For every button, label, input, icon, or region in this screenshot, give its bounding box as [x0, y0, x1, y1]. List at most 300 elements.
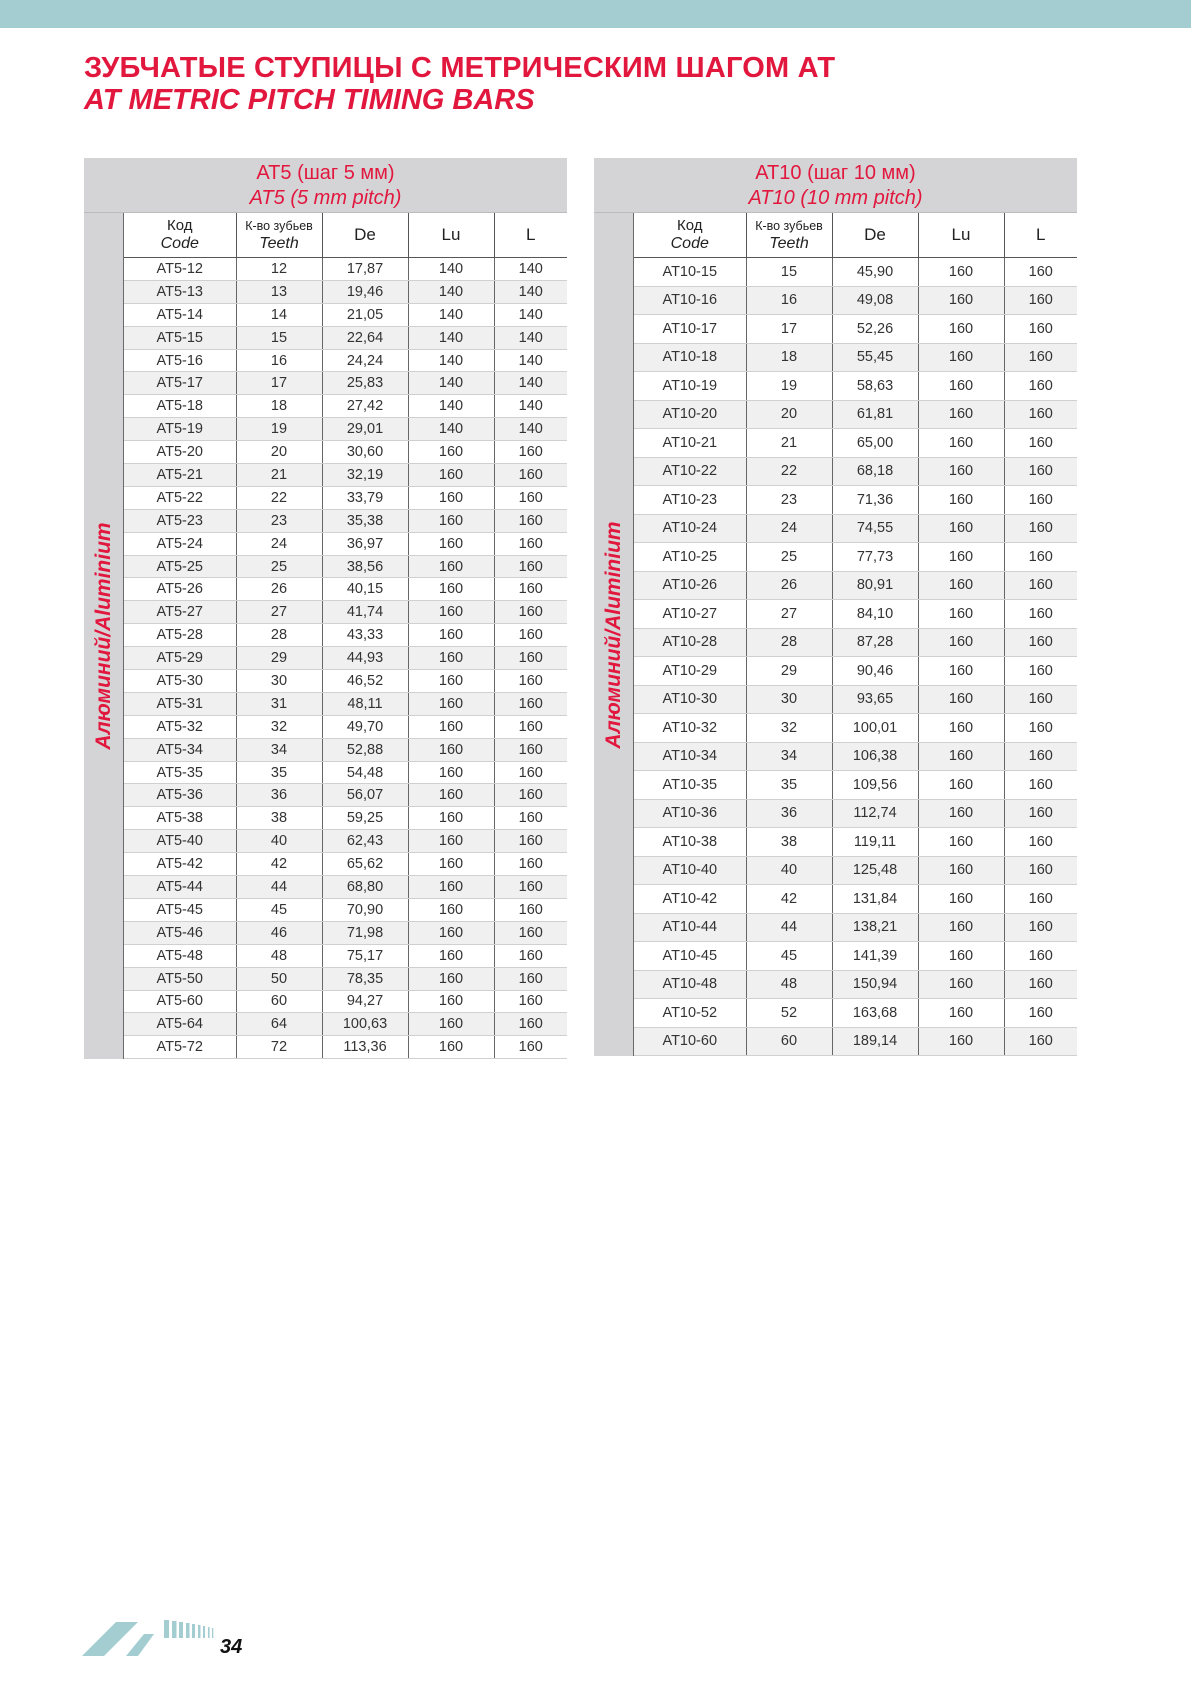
- cell-lu: 160: [918, 343, 1004, 372]
- at5-material-label: Алюминий/Aluminium: [91, 522, 115, 750]
- table-row: [634, 486, 1077, 515]
- cell-teeth: 26: [746, 571, 832, 600]
- cell-code: AT5-26: [124, 578, 236, 601]
- cell-lu: 160: [408, 692, 494, 715]
- cell-l: 160: [1004, 372, 1077, 401]
- cell-code: AT5-42: [124, 853, 236, 876]
- table-row: [634, 429, 1077, 458]
- cell-de: 61,81: [832, 400, 918, 429]
- cell-de: 62,43: [322, 830, 408, 853]
- cell-lu: 160: [918, 315, 1004, 344]
- cell-lu: 160: [408, 830, 494, 853]
- table-row: [634, 999, 1077, 1028]
- cell-teeth: 29: [746, 657, 832, 686]
- cell-l: 160: [494, 509, 567, 532]
- cell-lu: 160: [408, 921, 494, 944]
- cell-teeth: 60: [746, 1027, 832, 1056]
- cell-lu: 160: [918, 685, 1004, 714]
- cell-lu: 140: [408, 326, 494, 349]
- cell-teeth: 16: [746, 286, 832, 315]
- cell-teeth: 17: [746, 315, 832, 344]
- cell-de: 163,68: [832, 999, 918, 1028]
- at10-table-body: [634, 258, 1077, 1056]
- cell-code: AT10-26: [634, 571, 746, 600]
- cell-code: AT10-45: [634, 942, 746, 971]
- at5-material-column: [84, 213, 124, 1059]
- table-row: [124, 830, 567, 853]
- cell-l: 160: [1004, 286, 1077, 315]
- cell-de: 40,15: [322, 578, 408, 601]
- cell-l: 160: [494, 807, 567, 830]
- cell-de: 106,38: [832, 742, 918, 771]
- cell-code: AT10-22: [634, 457, 746, 486]
- cell-teeth: 35: [746, 771, 832, 800]
- cell-teeth: 26: [236, 578, 322, 601]
- table-row: [634, 315, 1077, 344]
- cell-de: 52,88: [322, 738, 408, 761]
- cell-lu: 160: [918, 628, 1004, 657]
- cell-de: 112,74: [832, 799, 918, 828]
- cell-lu: 140: [408, 349, 494, 372]
- cell-teeth: 30: [746, 685, 832, 714]
- cell-code: AT5-72: [124, 1036, 236, 1059]
- cell-de: 43,33: [322, 624, 408, 647]
- cell-l: 160: [494, 898, 567, 921]
- cell-de: 90,46: [832, 657, 918, 686]
- table-row: [124, 555, 567, 578]
- cell-code: AT10-32: [634, 714, 746, 743]
- cell-l: 160: [1004, 828, 1077, 857]
- table-row: [124, 1036, 567, 1059]
- cell-lu: 160: [918, 828, 1004, 857]
- cell-de: 70,90: [322, 898, 408, 921]
- cell-l: 160: [494, 853, 567, 876]
- cell-code: AT5-15: [124, 326, 236, 349]
- cell-lu: 160: [408, 624, 494, 647]
- cell-de: 141,39: [832, 942, 918, 971]
- cell-lu: 160: [408, 1036, 494, 1059]
- cell-lu: 160: [918, 571, 1004, 600]
- cell-l: 160: [1004, 657, 1077, 686]
- page-title-en: AT METRIC PITCH TIMING BARS: [84, 84, 535, 116]
- cell-lu: 160: [918, 457, 1004, 486]
- cell-teeth: 12: [236, 258, 322, 281]
- cell-code: AT10-25: [634, 543, 746, 572]
- cell-lu: 160: [918, 970, 1004, 999]
- cell-lu: 160: [918, 258, 1004, 287]
- cell-l: 160: [1004, 685, 1077, 714]
- cell-teeth: 34: [746, 742, 832, 771]
- cell-l: 160: [494, 1036, 567, 1059]
- table-row: [124, 509, 567, 532]
- cell-de: 138,21: [832, 913, 918, 942]
- cell-teeth: 15: [236, 326, 322, 349]
- table-row: [124, 967, 567, 990]
- cell-code: AT10-40: [634, 856, 746, 885]
- table-row: [634, 771, 1077, 800]
- cell-teeth: 23: [236, 509, 322, 532]
- cell-l: 160: [494, 624, 567, 647]
- table-row: [124, 624, 567, 647]
- col-header-lu: Lu: [408, 213, 494, 258]
- cell-lu: 160: [408, 738, 494, 761]
- cell-teeth: 64: [236, 1013, 322, 1036]
- cell-lu: 140: [408, 280, 494, 303]
- cell-teeth: 50: [236, 967, 322, 990]
- cell-l: 140: [494, 349, 567, 372]
- table-row: [124, 990, 567, 1013]
- col-header-l: L: [1004, 213, 1077, 258]
- cell-de: 54,48: [322, 761, 408, 784]
- table-row: [124, 258, 567, 281]
- cell-l: 160: [494, 486, 567, 509]
- at5-table-heading: [84, 158, 567, 213]
- cell-lu: 160: [918, 657, 1004, 686]
- at10-heading-ru: АТ10 (шаг 10 мм): [755, 162, 916, 184]
- cell-lu: 160: [408, 670, 494, 693]
- cell-code: AT10-34: [634, 742, 746, 771]
- table-row: [634, 514, 1077, 543]
- cell-de: 44,93: [322, 647, 408, 670]
- cell-code: AT10-23: [634, 486, 746, 515]
- cell-l: 160: [494, 647, 567, 670]
- cell-code: AT5-64: [124, 1013, 236, 1036]
- cell-l: 160: [1004, 514, 1077, 543]
- cell-lu: 160: [408, 853, 494, 876]
- col-header-code: Код Code: [634, 213, 746, 258]
- at10-material-label: Алюминий/Aluminium: [601, 520, 625, 749]
- table-row: [124, 670, 567, 693]
- cell-teeth: 31: [236, 692, 322, 715]
- table-row: [634, 856, 1077, 885]
- cell-l: 160: [494, 1013, 567, 1036]
- table-row: [634, 600, 1077, 629]
- cell-de: 65,00: [832, 429, 918, 458]
- cell-de: 32,19: [322, 464, 408, 487]
- cell-code: AT5-50: [124, 967, 236, 990]
- cell-lu: 160: [408, 441, 494, 464]
- table-row: [634, 543, 1077, 572]
- cell-lu: 160: [918, 514, 1004, 543]
- cell-teeth: 36: [746, 799, 832, 828]
- cell-code: AT10-30: [634, 685, 746, 714]
- cell-teeth: 44: [236, 876, 322, 899]
- cell-teeth: 30: [236, 670, 322, 693]
- cell-teeth: 19: [236, 418, 322, 441]
- cell-de: 41,74: [322, 601, 408, 624]
- table-row: [124, 921, 567, 944]
- at5-table: [84, 158, 567, 1059]
- cell-teeth: 28: [236, 624, 322, 647]
- cell-code: AT5-24: [124, 532, 236, 555]
- table-row: [124, 692, 567, 715]
- cell-l: 160: [1004, 543, 1077, 572]
- cell-lu: 160: [408, 647, 494, 670]
- page-title: [84, 52, 835, 116]
- cell-teeth: 48: [746, 970, 832, 999]
- cell-teeth: 28: [746, 628, 832, 657]
- cell-code: AT10-20: [634, 400, 746, 429]
- table-row: [124, 532, 567, 555]
- table-row: [124, 853, 567, 876]
- cell-code: AT10-38: [634, 828, 746, 857]
- cell-lu: 140: [408, 395, 494, 418]
- cell-code: AT5-19: [124, 418, 236, 441]
- cell-l: 160: [494, 761, 567, 784]
- cell-l: 160: [494, 944, 567, 967]
- cell-teeth: 29: [236, 647, 322, 670]
- cell-l: 160: [494, 692, 567, 715]
- table-row: [634, 400, 1077, 429]
- cell-code: AT5-30: [124, 670, 236, 693]
- cell-lu: 160: [408, 601, 494, 624]
- cell-lu: 160: [408, 464, 494, 487]
- cell-de: 58,63: [832, 372, 918, 401]
- table-row: [634, 685, 1077, 714]
- cell-lu: 160: [918, 543, 1004, 572]
- cell-code: AT5-48: [124, 944, 236, 967]
- col-header-de: De: [832, 213, 918, 258]
- table-row: [634, 372, 1077, 401]
- cell-l: 160: [494, 967, 567, 990]
- at5-data-table: [124, 213, 567, 1059]
- cell-code: AT5-14: [124, 303, 236, 326]
- cell-de: 125,48: [832, 856, 918, 885]
- cell-code: AT5-18: [124, 395, 236, 418]
- cell-l: 160: [494, 715, 567, 738]
- cell-l: 160: [494, 441, 567, 464]
- cell-code: AT10-42: [634, 885, 746, 914]
- cell-l: 140: [494, 326, 567, 349]
- cell-l: 160: [494, 578, 567, 601]
- cell-teeth: 42: [236, 853, 322, 876]
- cell-de: 77,73: [832, 543, 918, 572]
- table-row: [124, 349, 567, 372]
- cell-de: 75,17: [322, 944, 408, 967]
- cell-de: 52,26: [832, 315, 918, 344]
- cell-teeth: 35: [236, 761, 322, 784]
- cell-teeth: 38: [746, 828, 832, 857]
- cell-l: 140: [494, 303, 567, 326]
- cell-lu: 140: [408, 258, 494, 281]
- cell-l: 160: [1004, 970, 1077, 999]
- cell-de: 17,87: [322, 258, 408, 281]
- table-row: [634, 343, 1077, 372]
- cell-teeth: 18: [746, 343, 832, 372]
- cell-de: 71,36: [832, 486, 918, 515]
- page-number: 34: [220, 1636, 243, 1658]
- cell-l: 160: [494, 464, 567, 487]
- cell-l: 160: [1004, 628, 1077, 657]
- cell-l: 160: [1004, 571, 1077, 600]
- cell-code: AT10-52: [634, 999, 746, 1028]
- col-header-code: Код Code: [124, 213, 236, 258]
- table-row: [634, 970, 1077, 999]
- cell-de: 49,70: [322, 715, 408, 738]
- cell-lu: 140: [408, 372, 494, 395]
- cell-de: 68,80: [322, 876, 408, 899]
- cell-l: 160: [1004, 885, 1077, 914]
- cell-de: 29,01: [322, 418, 408, 441]
- cell-l: 160: [1004, 315, 1077, 344]
- cell-code: AT10-21: [634, 429, 746, 458]
- cell-de: 93,65: [832, 685, 918, 714]
- cell-l: 160: [494, 555, 567, 578]
- table-row: [124, 486, 567, 509]
- table-row: [634, 258, 1077, 287]
- cell-lu: 160: [918, 400, 1004, 429]
- cell-teeth: 19: [746, 372, 832, 401]
- cell-l: 160: [494, 990, 567, 1013]
- cell-code: AT5-12: [124, 258, 236, 281]
- cell-lu: 160: [408, 532, 494, 555]
- cell-de: 150,94: [832, 970, 918, 999]
- cell-lu: 160: [408, 807, 494, 830]
- cell-teeth: 15: [746, 258, 832, 287]
- cell-de: 30,60: [322, 441, 408, 464]
- cell-lu: 160: [918, 1027, 1004, 1056]
- cell-lu: 160: [918, 742, 1004, 771]
- cell-de: 48,11: [322, 692, 408, 715]
- table-row: [124, 898, 567, 921]
- cell-de: 80,91: [832, 571, 918, 600]
- cell-teeth: 25: [236, 555, 322, 578]
- table-row: [124, 578, 567, 601]
- cell-l: 160: [1004, 913, 1077, 942]
- table-row: [634, 1027, 1077, 1056]
- cell-code: AT10-35: [634, 771, 746, 800]
- cell-code: AT10-60: [634, 1027, 746, 1056]
- cell-lu: 160: [408, 509, 494, 532]
- cell-lu: 160: [918, 714, 1004, 743]
- cell-l: 160: [1004, 799, 1077, 828]
- cell-code: AT10-19: [634, 372, 746, 401]
- cell-teeth: 21: [236, 464, 322, 487]
- table-row: [634, 714, 1077, 743]
- cell-lu: 160: [918, 799, 1004, 828]
- cell-teeth: 27: [236, 601, 322, 624]
- cell-de: 94,27: [322, 990, 408, 1013]
- cell-de: 78,35: [322, 967, 408, 990]
- col-header-teeth: К-во зубьев Teeth: [746, 213, 832, 258]
- cell-code: AT5-35: [124, 761, 236, 784]
- table-header-row: [124, 213, 567, 258]
- cell-de: 74,55: [832, 514, 918, 543]
- cell-de: 45,90: [832, 258, 918, 287]
- cell-lu: 160: [918, 429, 1004, 458]
- at10-table-heading: [594, 158, 1077, 213]
- cell-teeth: 34: [236, 738, 322, 761]
- cell-de: 131,84: [832, 885, 918, 914]
- cell-l: 160: [1004, 856, 1077, 885]
- col-header-de: De: [322, 213, 408, 258]
- cell-code: AT5-46: [124, 921, 236, 944]
- cell-l: 160: [1004, 742, 1077, 771]
- at10-heading-en: AT10 (10 mm pitch): [748, 187, 923, 209]
- cell-lu: 160: [408, 990, 494, 1013]
- cell-lu: 140: [408, 303, 494, 326]
- col-header-l: L: [494, 213, 567, 258]
- at10-table: [594, 158, 1077, 1056]
- cell-teeth: 22: [746, 457, 832, 486]
- cell-teeth: 32: [236, 715, 322, 738]
- cell-teeth: 22: [236, 486, 322, 509]
- cell-teeth: 36: [236, 784, 322, 807]
- cell-teeth: 42: [746, 885, 832, 914]
- cell-lu: 160: [918, 885, 1004, 914]
- cell-lu: 160: [408, 876, 494, 899]
- cell-de: 71,98: [322, 921, 408, 944]
- cell-l: 160: [1004, 600, 1077, 629]
- cell-de: 113,36: [322, 1036, 408, 1059]
- cell-teeth: 24: [746, 514, 832, 543]
- table-row: [124, 738, 567, 761]
- cell-teeth: 17: [236, 372, 322, 395]
- cell-code: AT5-27: [124, 601, 236, 624]
- table-row: [124, 303, 567, 326]
- cell-teeth: 18: [236, 395, 322, 418]
- cell-code: AT10-29: [634, 657, 746, 686]
- cell-teeth: 21: [746, 429, 832, 458]
- cell-teeth: 48: [236, 944, 322, 967]
- cell-teeth: 40: [746, 856, 832, 885]
- cell-teeth: 45: [746, 942, 832, 971]
- cell-lu: 160: [408, 784, 494, 807]
- cell-l: 140: [494, 372, 567, 395]
- cell-code: AT5-17: [124, 372, 236, 395]
- page-title-ru: ЗУБЧАТЫЕ СТУПИЦЫ С МЕТРИЧЕСКИМ ШАГОМ АТ: [84, 52, 836, 84]
- cell-l: 160: [1004, 999, 1077, 1028]
- cell-teeth: 20: [746, 400, 832, 429]
- cell-code: AT5-60: [124, 990, 236, 1013]
- cell-lu: 160: [918, 600, 1004, 629]
- cell-code: AT5-28: [124, 624, 236, 647]
- cell-l: 160: [1004, 457, 1077, 486]
- cell-de: 24,24: [322, 349, 408, 372]
- cell-code: AT5-22: [124, 486, 236, 509]
- table-row: [634, 286, 1077, 315]
- cell-teeth: 27: [746, 600, 832, 629]
- cell-code: AT10-17: [634, 315, 746, 344]
- cell-code: AT5-38: [124, 807, 236, 830]
- table-row: [124, 647, 567, 670]
- cell-code: AT5-29: [124, 647, 236, 670]
- cell-code: AT5-40: [124, 830, 236, 853]
- cell-de: 33,79: [322, 486, 408, 509]
- cell-de: 109,56: [832, 771, 918, 800]
- table-header-row: [634, 213, 1077, 258]
- cell-code: AT10-15: [634, 258, 746, 287]
- cell-code: AT10-16: [634, 286, 746, 315]
- at10-data-table: [634, 213, 1077, 1056]
- cell-teeth: 40: [236, 830, 322, 853]
- cell-lu: 160: [408, 578, 494, 601]
- at5-table-body: [124, 258, 567, 1059]
- cell-code: AT10-44: [634, 913, 746, 942]
- cell-de: 84,10: [832, 600, 918, 629]
- cell-code: AT5-32: [124, 715, 236, 738]
- table-row: [634, 828, 1077, 857]
- cell-l: 160: [494, 670, 567, 693]
- cell-code: AT5-23: [124, 509, 236, 532]
- cell-lu: 160: [408, 715, 494, 738]
- cell-teeth: 60: [236, 990, 322, 1013]
- cell-l: 160: [1004, 486, 1077, 515]
- cell-l: 140: [494, 280, 567, 303]
- cell-lu: 160: [918, 771, 1004, 800]
- cell-de: 119,11: [832, 828, 918, 857]
- cell-l: 160: [494, 830, 567, 853]
